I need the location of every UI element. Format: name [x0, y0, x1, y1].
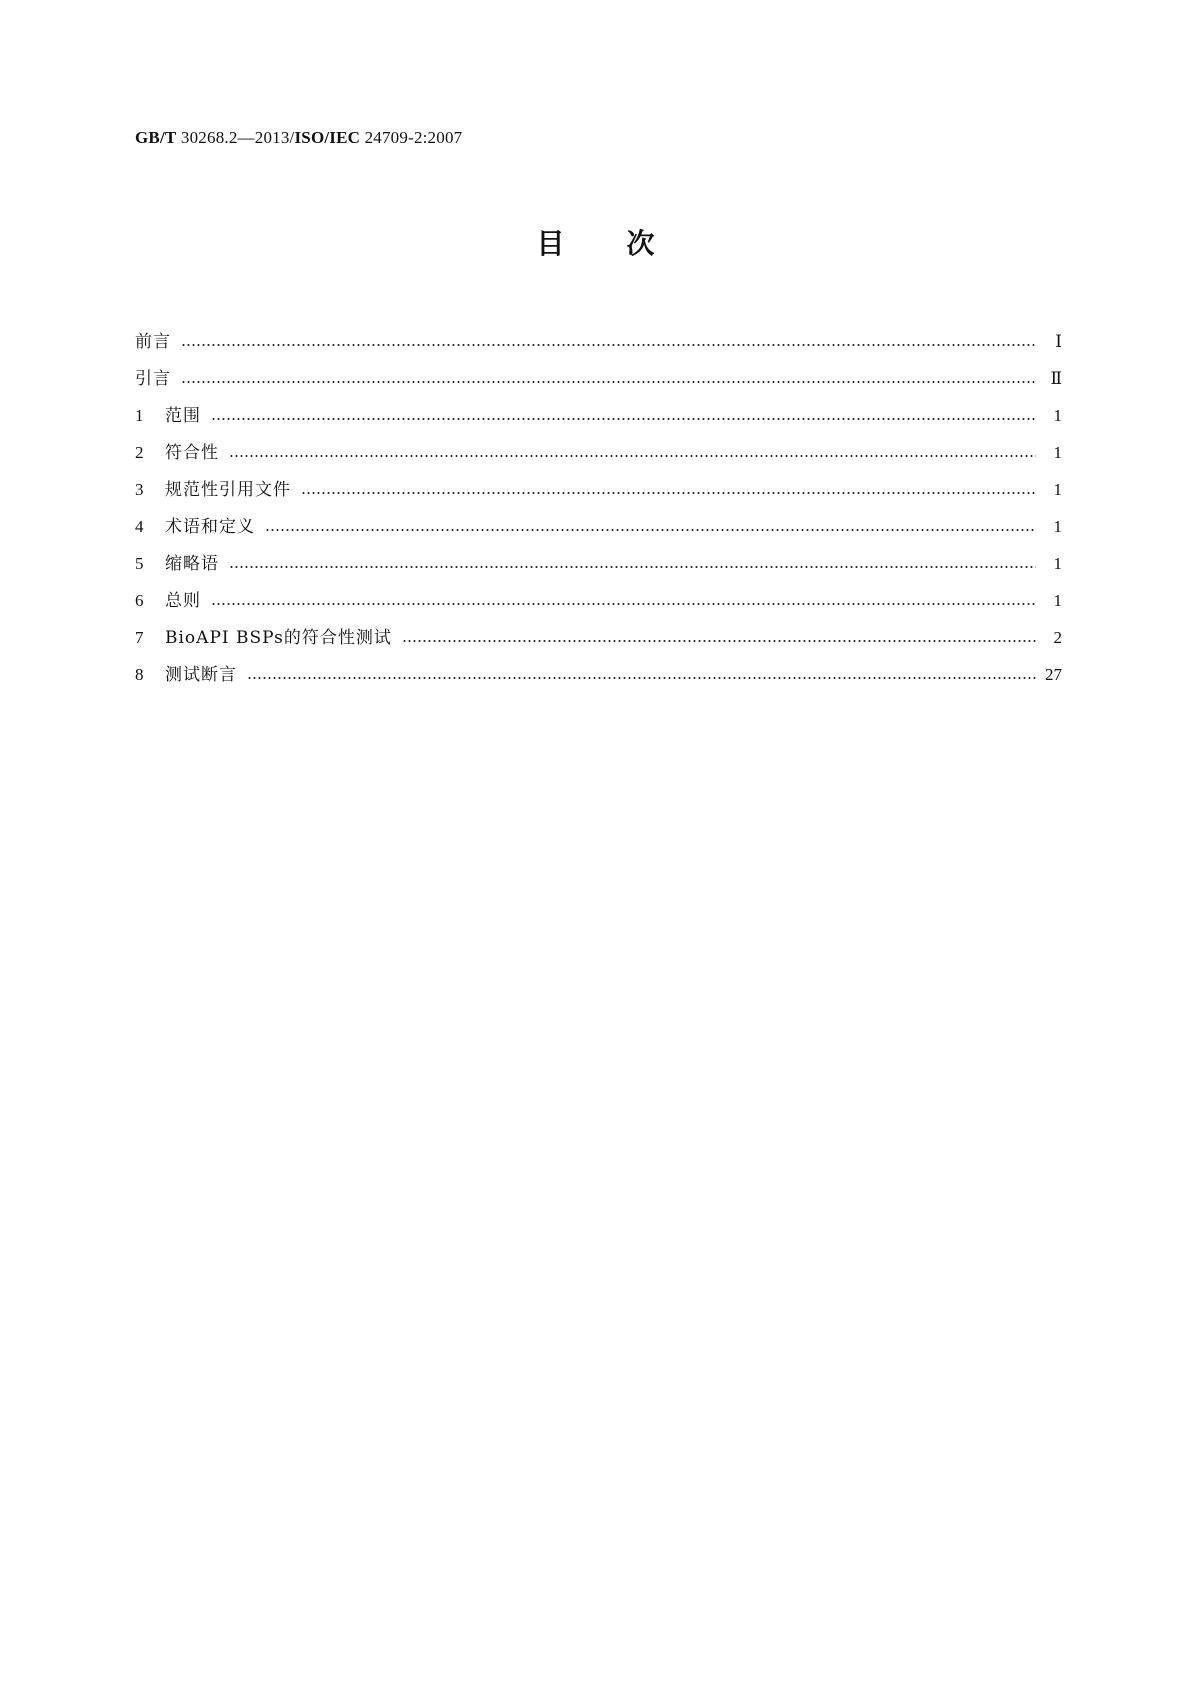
- toc-entry-label: 符合性: [165, 442, 219, 463]
- standard-number: 30268.2—2013/: [180, 128, 295, 147]
- gb-code: GB/T: [135, 128, 177, 147]
- toc-entry-conformance[interactable]: [135, 434, 1062, 471]
- dot-leader: [229, 455, 1036, 457]
- toc-entry-number: 3: [135, 479, 144, 499]
- toc-entry-bsp-conformance-testing[interactable]: [135, 619, 1062, 656]
- toc-entry-page: 1: [1053, 405, 1062, 425]
- toc-entry-page: 1: [1053, 590, 1062, 610]
- toc-entry-foreword[interactable]: [135, 323, 1062, 360]
- dot-leader: [229, 566, 1036, 568]
- toc-entry-label: BioAPI BSPs的符合性测试: [165, 627, 392, 648]
- dot-leader: [211, 603, 1036, 605]
- toc-entry-terms-definitions[interactable]: [135, 508, 1062, 545]
- toc-entry-number: 6: [135, 590, 144, 610]
- toc-entry-label: 引言: [135, 368, 171, 389]
- toc-entry-number: 7: [135, 627, 144, 647]
- toc-entry-label: 缩略语: [165, 553, 219, 574]
- dot-leader: [247, 677, 1036, 679]
- toc-entry-test-assertions[interactable]: [135, 656, 1062, 693]
- dot-leader: [301, 492, 1036, 494]
- table-of-contents: [135, 323, 1062, 693]
- iso-prefix: ISO/IEC: [294, 128, 361, 147]
- toc-entry-number: 8: [135, 664, 144, 684]
- toc-entry-page: 1: [1053, 479, 1062, 499]
- toc-entry-page: 1: [1053, 516, 1062, 536]
- toc-title-char-1: 目: [536, 227, 565, 260]
- toc-entry-page: 2: [1053, 627, 1062, 647]
- toc-entry-page: 1: [1053, 553, 1062, 573]
- dot-leader: [181, 381, 1036, 383]
- toc-entry-label: 术语和定义: [165, 516, 255, 537]
- dot-leader: [211, 418, 1036, 420]
- dot-leader: [402, 640, 1036, 642]
- toc-entry-normative-references[interactable]: [135, 471, 1062, 508]
- toc-entry-label: 前言: [135, 331, 171, 352]
- standard-identifier: [135, 128, 462, 148]
- toc-entry-label: 范围: [165, 405, 201, 426]
- toc-entry-page: 1: [1053, 442, 1062, 462]
- toc-title-char-2: 次: [626, 227, 655, 260]
- dot-leader: [265, 529, 1036, 531]
- dot-leader: [181, 344, 1036, 346]
- toc-entry-number: 4: [135, 516, 144, 536]
- toc-entry-scope[interactable]: [135, 397, 1062, 434]
- toc-entry-page: Ⅱ: [1050, 368, 1062, 388]
- toc-entry-page: Ⅰ: [1055, 331, 1062, 351]
- toc-entry-number: 2: [135, 442, 144, 462]
- toc-entry-number: 1: [135, 405, 144, 425]
- toc-entry-general[interactable]: [135, 582, 1062, 619]
- toc-title: [0, 226, 1191, 262]
- toc-entry-introduction[interactable]: [135, 360, 1062, 397]
- toc-entry-label: 测试断言: [165, 664, 237, 685]
- toc-entry-page: 27: [1045, 664, 1062, 684]
- toc-entry-label: 规范性引用文件: [165, 479, 291, 500]
- toc-entry-number: 5: [135, 553, 144, 573]
- iso-number: 24709-2:2007: [364, 128, 463, 147]
- toc-entry-abbreviations[interactable]: [135, 545, 1062, 582]
- toc-entry-label: 总则: [165, 590, 201, 611]
